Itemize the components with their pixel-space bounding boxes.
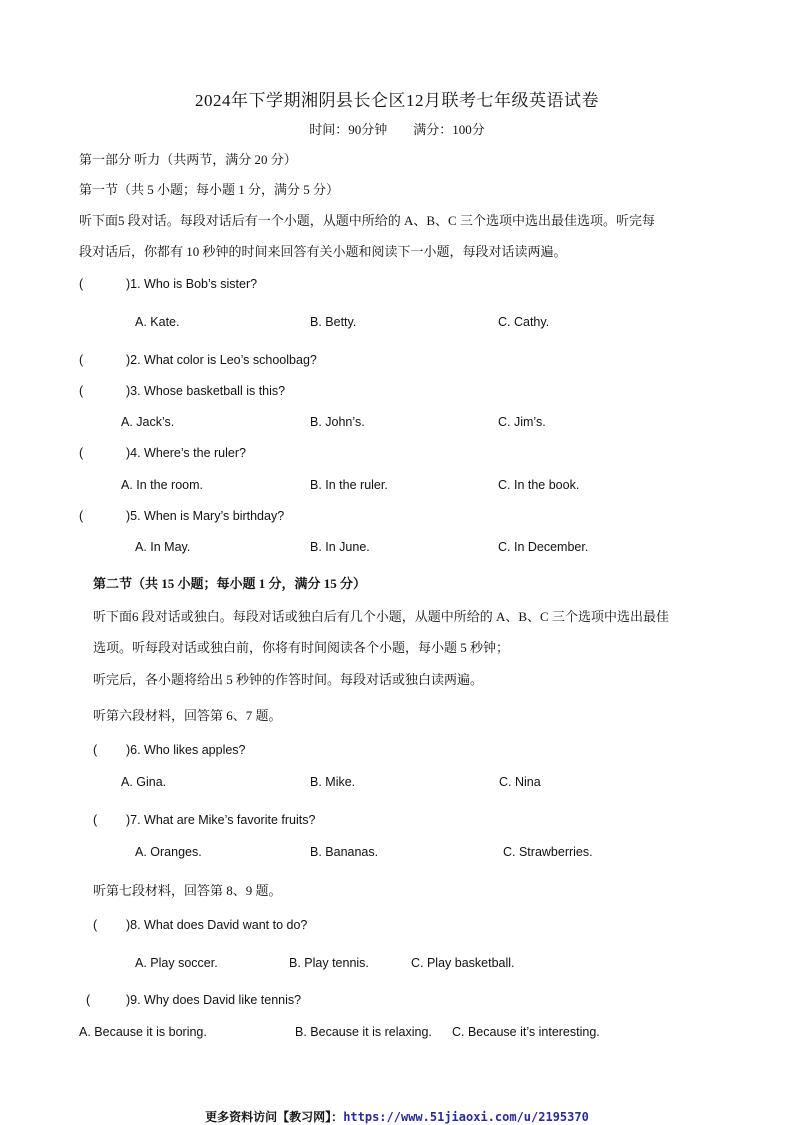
q5-option-a: A. In May. <box>135 540 191 554</box>
q1-option-b: B. Betty. <box>310 315 357 329</box>
question-6: )6. Who likes apples? <box>126 743 246 757</box>
q9-option-b: B. Because it is relaxing. <box>295 1025 432 1039</box>
footer <box>0 1108 794 1125</box>
section1-instructions-line1: 听下面5 段对话。每段对话后有一个小题，从题中所给的 A、B、C 三个选项中选出最佳选项。听完每 <box>79 213 655 228</box>
material-6-heading: 听第六段材料，回答第 6、7 题。 <box>93 708 282 723</box>
answer-paren[interactable]: ( <box>79 446 84 460</box>
answer-paren[interactable]: ( <box>79 353 84 367</box>
q8-option-c: C. Play basketball. <box>411 956 515 970</box>
question-2: )2. What color is Leo’s schoolbag? <box>126 353 317 367</box>
q9-option-a: A. Because it is boring. <box>79 1025 207 1039</box>
q4-option-a: A. In the room. <box>121 478 203 492</box>
q8-option-b: B. Play tennis. <box>289 956 369 970</box>
section2-instructions-line2: 选项。听每段对话或独白前，你将有时间阅读各个小题，每小题 5 秒钟； <box>93 640 510 655</box>
question-8: )8. What does David want to do? <box>126 918 308 932</box>
section2-instructions-line1: 听下面6 段对话或独白。每段对话或独白后有几个小题，从题中所给的 A、B、C 三个选项中选出最佳 <box>93 609 669 624</box>
question-9: )9. Why does David like tennis? <box>126 993 302 1007</box>
question-1: )1. Who is Bob’s sister? <box>126 277 258 291</box>
q7-option-c: C. Strawberries. <box>503 845 593 859</box>
q1-option-a: A. Kate. <box>135 315 180 329</box>
q6-option-c: C. Nina <box>499 775 541 789</box>
q3-option-c: C. Jim’s. <box>498 415 546 429</box>
section2-instructions-line3: 听完后，各小题将给出 5 秒钟的作答时间。每段对话或独白读两遍。 <box>93 672 484 687</box>
material-7-heading: 听第七段材料，回答第 8、9 题。 <box>93 883 282 898</box>
answer-paren[interactable]: ( <box>79 384 84 398</box>
footer-prefix: 更多资料访问【教习网】： <box>205 1110 344 1124</box>
q8-option-a: A. Play soccer. <box>135 956 218 970</box>
answer-paren[interactable]: ( <box>79 277 84 291</box>
q6-option-a: A. Gina. <box>121 775 167 789</box>
answer-paren[interactable]: ( <box>93 918 98 932</box>
q5-option-b: B. In June. <box>310 540 370 554</box>
page-title: 2024年下学期湘阴县长仑区12月联考七年级英语试卷 <box>195 91 599 110</box>
part1-heading: 第一部分 听力（共两节，满分 20 分） <box>79 152 297 167</box>
q6-option-b: B. Mike. <box>310 775 356 789</box>
question-3: )3. Whose basketball is this? <box>126 384 286 398</box>
q4-option-c: C. In the book. <box>498 478 580 492</box>
q3-option-a: A. Jack’s. <box>121 415 175 429</box>
q1-option-c: C. Cathy. <box>498 315 550 329</box>
q7-option-b: B. Bananas. <box>310 845 379 859</box>
question-7: )7. What are Mike’s favorite fruits? <box>126 813 316 827</box>
q5-option-c: C. In December. <box>498 540 589 554</box>
question-5: )5. When is Mary’s birthday? <box>126 509 285 523</box>
q7-option-a: A. Oranges. <box>135 845 202 859</box>
section1-heading: 第一节（共 5 小题；每小题 1 分，满分 5 分） <box>79 182 340 197</box>
answer-paren[interactable]: ( <box>79 509 84 523</box>
section2-heading: 第二节（共 15 小题；每小题 1 分，满分 15 分） <box>93 576 367 591</box>
q4-option-b: B. In the ruler. <box>310 478 388 492</box>
footer-link[interactable]: https://www.51jiaoxi.com/u/2195370 <box>343 1110 589 1124</box>
question-4: )4. Where’s the ruler? <box>126 446 246 460</box>
answer-paren[interactable]: ( <box>86 993 91 1007</box>
answer-paren[interactable]: ( <box>93 743 98 757</box>
exam-info: 时间：90分钟 满分：100分 <box>309 122 485 137</box>
answer-paren[interactable]: ( <box>93 813 98 827</box>
q3-option-b: B. John’s. <box>310 415 365 429</box>
q9-option-c: C. Because it’s interesting. <box>452 1025 600 1039</box>
section1-instructions-line2: 段对话后，你都有 10 秒钟的时间来回答有关小题和阅读下一小题，每段对话读两遍。 <box>79 244 567 259</box>
